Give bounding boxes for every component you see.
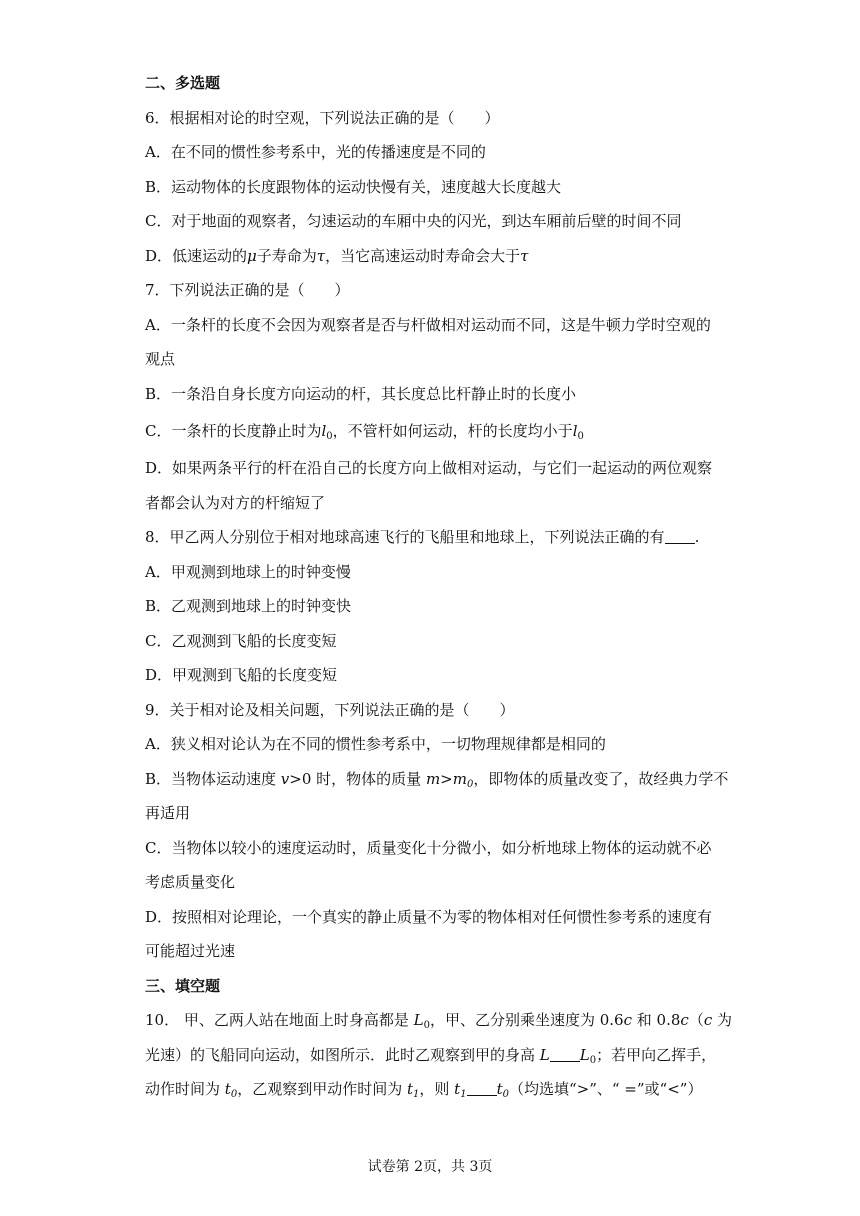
mu-symbol: μ xyxy=(247,246,257,265)
question-6-option-d xyxy=(145,239,720,274)
L0-subscript-2: 0 xyxy=(589,1054,597,1066)
q10-text-6: ；若甲向乙挥手， xyxy=(596,1045,717,1064)
q9-b-gt: > xyxy=(440,769,453,788)
t0-symbol-2: t xyxy=(496,1080,503,1098)
q10-text-10: （均选填“>”、“ =”或“<”） xyxy=(508,1080,703,1098)
answer-blank-1 xyxy=(550,1047,580,1062)
question-7-option-c xyxy=(145,411,720,451)
l0-symbol-2: l xyxy=(572,422,578,440)
c-symbol-3: c xyxy=(703,1011,713,1029)
m-symbol: m xyxy=(425,769,441,788)
t0-symbol: t xyxy=(224,1080,231,1098)
question-9-option-a: A．狭义相对论认为在不同的惯性参考系中，一切物理规律都是相同的 xyxy=(145,735,606,753)
L0-symbol-2: L xyxy=(579,1045,590,1064)
question-10-line-2 xyxy=(145,1038,720,1073)
q10-text-9: ，则 xyxy=(419,1080,455,1098)
question-6-option-c: C．对于地面的观察者，匀速运动的车厢中央的闪光，到达车厢前后壁的时间不同 xyxy=(145,212,682,230)
t1-symbol-2: t xyxy=(454,1080,461,1098)
question-9-option-b xyxy=(145,762,729,797)
question-6-stem: 6．根据相对论的时空观，下列说法正确的是（ ） xyxy=(145,108,500,127)
q10-text-1: 10． 甲、乙两人站在地面上时身高都是 xyxy=(145,1011,414,1029)
question-10-line-3 xyxy=(145,1072,720,1107)
question-7-option-d: D．如果两条平行的杆在沿自己的长度方向上做相对运动，与它们一起运动的两位观察 xyxy=(145,459,713,477)
question-7-option-a: A．一条杆的长度不会因为观察者是否与杆做相对运动而不同，这是牛顿力学时空观的 xyxy=(145,315,711,334)
L0-subscript: 0 xyxy=(423,1020,430,1031)
q10-paren: （ xyxy=(688,1011,704,1029)
t1-symbol: t xyxy=(406,1080,413,1098)
t1-subscript: 1 xyxy=(413,1089,420,1100)
answer-blank-2 xyxy=(467,1081,497,1096)
q9-b-text-2: >0 时，物体的质量 xyxy=(289,769,426,788)
c-symbol-2: c xyxy=(680,1011,689,1029)
answer-blank xyxy=(665,529,695,544)
question-6-option-b: B．运动物体的长度跟物体的运动快慢有关，速度越大长度越大 xyxy=(145,177,562,196)
q9-b-text-3: ，即物体的质量改变了，故经典力学不 xyxy=(473,769,729,788)
q10-text-4: 为 xyxy=(712,1011,733,1029)
question-9-option-b-cont: 再适用 xyxy=(145,804,191,822)
q6-d-text-1: D．低速运动的 xyxy=(145,246,248,265)
L0-symbol: L xyxy=(413,1011,424,1029)
l0-subscript: 0 xyxy=(326,431,333,442)
q7-c-text-1: C．一条杆的长度静止时为 xyxy=(145,422,322,440)
q8-stem-text: 8．甲乙两人分别位于相对地球高速飞行的飞船里和地球上，下列说法正确的有 xyxy=(145,528,665,546)
q10-text-8: ，乙观察到甲动作时间为 xyxy=(237,1080,407,1098)
q6-d-text-3: ，当它高速运动时寿命会大于 xyxy=(325,246,521,265)
question-8-option-a: A．甲观测到地球上的时钟变慢 xyxy=(145,562,351,581)
page-footer: 试卷第 2页，共 3页 xyxy=(367,1159,493,1175)
q9-b-text-1: B．当物体运动速度 xyxy=(145,769,281,788)
question-9-stem: 9．关于相对论及相关问题，下列说法正确的是（ ） xyxy=(145,700,515,719)
exam-page xyxy=(145,66,733,1107)
l0-symbol: l xyxy=(321,422,327,440)
m0-symbol: m xyxy=(452,769,467,788)
v-symbol: v xyxy=(280,769,290,788)
question-9-option-d: D．按照相对论理论，一个真实的静止质量不为零的物体相对任何惯性参考系的速度有 xyxy=(145,907,713,926)
q10-text-2: ，甲、乙分别乘坐速度为 0.6 xyxy=(429,1011,624,1029)
q10-text-7: 动作时间为 xyxy=(145,1080,225,1098)
question-9-option-c: C．当物体以较小的速度运动时，质量变化十分微小，如分析地球上物体的运动就不必 xyxy=(145,838,712,857)
question-7-stem: 7．下列说法正确的是（ ） xyxy=(145,281,350,299)
m0-subscript: 0 xyxy=(466,778,474,790)
t0-subscript-2: 0 xyxy=(502,1089,509,1100)
question-7-option-b: B．一条沿自身长度方向运动的杆，其长度总比杆静止时的长度小 xyxy=(145,384,577,403)
q8-stem-end: . xyxy=(694,528,700,546)
question-6-option-a: A．在不同的惯性参考系中，光的传播速度是不同的 xyxy=(145,143,486,161)
question-8-option-d: D．甲观测到飞船的长度变短 xyxy=(145,666,338,684)
q10-text-3: 和 0.8 xyxy=(632,1011,681,1029)
question-8-option-b: B．乙观测到地球上的时钟变快 xyxy=(145,597,352,615)
question-9-option-c-cont: 考虑质量变化 xyxy=(145,873,236,891)
section-title-fill-in: 三、填空题 xyxy=(145,976,221,995)
tau-symbol-2: τ xyxy=(520,246,529,265)
question-9-option-d-cont: 可能超过光速 xyxy=(145,942,236,960)
question-8-stem xyxy=(145,520,720,555)
t0-subscript: 0 xyxy=(230,1089,238,1100)
t1-subscript-2: 1 xyxy=(460,1089,467,1100)
L-symbol: L xyxy=(539,1045,550,1064)
question-8-option-c: C．乙观测到飞船的长度变短 xyxy=(145,631,337,650)
section-title-multiple-choice: 二、多选题 xyxy=(145,74,221,92)
c-symbol: c xyxy=(623,1011,632,1029)
question-7-option-a-cont: 观点 xyxy=(145,350,176,368)
q7-c-text-2: ，不管杆如何运动，杆的长度均小于 xyxy=(332,422,573,440)
q10-text-5: 光速）的飞船同向运动，如图所示．此时乙观察到甲的身高 xyxy=(145,1045,540,1064)
q6-d-text-2: 子寿命为 xyxy=(256,246,317,265)
l0-subscript-2: 0 xyxy=(577,431,584,442)
question-7-option-d-cont: 者都会认为对方的杆缩短了 xyxy=(145,493,326,512)
tau-symbol: τ xyxy=(316,246,326,265)
question-10-line-1 xyxy=(145,1003,733,1038)
